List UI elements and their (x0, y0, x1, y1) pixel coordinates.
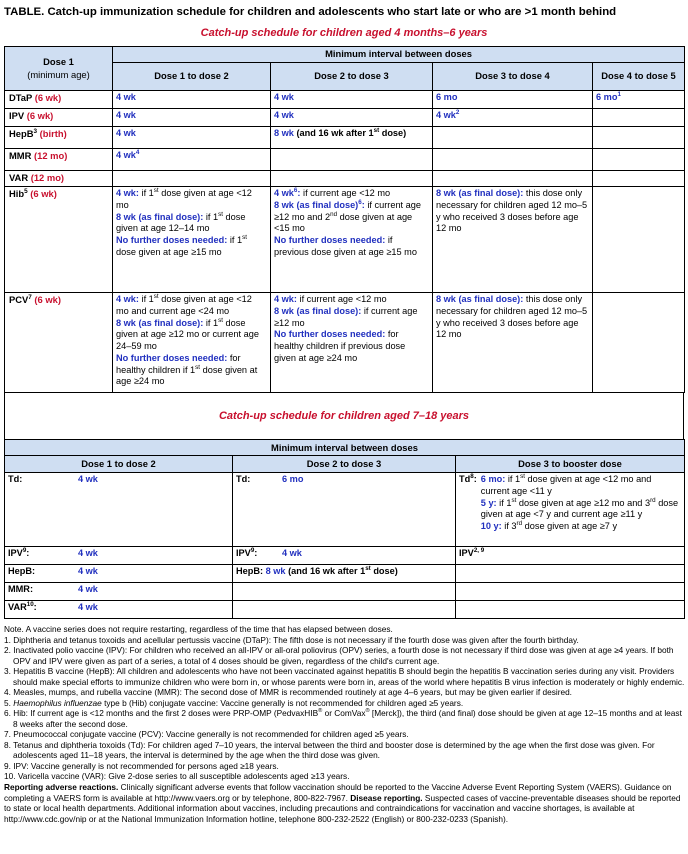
footnote-8: 8. Tetanus and diphtheria toxoids (Td): For children aged 7–10 years, the interval between the third and booster dose is determined by the age when the first dose was given. For adolescents aged 11–18 years, the interval is determined by the age when the third dose was given. (4, 739, 655, 761)
t2-row-mmr (5, 583, 685, 601)
t1-header-row-1 (5, 47, 685, 63)
vaccine-row-pcv (5, 293, 685, 393)
dtap-dose4-5-cell: 6 $mo^1$ (593, 91, 685, 109)
hepb2-dose2-3-cell: HepB: 8 wk (and 16 wk after 1st dose) (233, 565, 456, 583)
var-dose2-3-cell (271, 171, 433, 187)
vaccine-row-ipv (5, 109, 685, 127)
t2-row-ipv (5, 547, 685, 565)
interval-value: 6 mo (282, 474, 304, 485)
t2-col-header-dose3-to-booster: Dose 3 to booster dose (456, 456, 685, 473)
pcv-dose2-3-cell: 4 wk: if current age <12 mo 8 wk (as final dose): if current age ≥12 mo No further doses needed: for healthy children if previous dose given at age ≥24 mo (271, 293, 433, 393)
hepb-dose4-5-cell (593, 127, 685, 149)
reporting-paragraph: Reporting adverse reactions. Clinically significant adverse events that follow vaccination should be reported to the Vaccine Adverse Event Reporting System (VAERS). Guidance on completing a VAERS form is available at http://www.vaers.org or by telephone, 800-822-7967. Disease reporting. Suspected cases of vaccine-preventable diseases should be reported to state or local health departments. Additional information about vaccines, including precautions and contraindications for vaccination and vaccine shortages, is available at http://www.cdc.gov/nip or at the National Immunization Information hotline, telephone 800-232-2522 (English) or 800-232-0233 (Spanish). (4, 782, 681, 824)
col-header-dose3-to-dose4: Dose 3 to dose 4 (433, 63, 593, 91)
vaccine-row-hepb (5, 127, 685, 149)
footnote-7: 7. Pneumococcal conjugate vaccine (PCV): Vaccine generally is not recommended for children aged ≥5 years. (4, 729, 409, 740)
mmr-dose4-5-cell (593, 149, 685, 171)
row-label: Td$^8$: (459, 472, 477, 485)
var-dose3-4-cell (433, 171, 593, 187)
footnote-9: 9. IPV: Vaccine generally is not recommended for persons aged ≥18 years. (4, 760, 279, 771)
t2-col-header-dose1-to-dose2: Dose 1 to dose 2 (5, 456, 233, 473)
catchup-table-4mo-6yr (4, 46, 685, 393)
ipv-dose2-3-cell: 4 wk (271, 109, 433, 127)
col-header-dose2-to-dose3: Dose 2 to dose 3 (271, 63, 433, 91)
vaccine-row-dtap (5, 91, 685, 109)
pcv-name-cell: PCV$^7$ (6 wk) (5, 293, 113, 393)
hepb-dose1-2-cell: 4 wk (113, 127, 271, 149)
t2-col-header-dose2-to-dose3: Dose 2 to dose 3 (233, 456, 456, 473)
row-label: HepB: (8, 566, 36, 577)
hepb2-dose1-2-cell (5, 565, 233, 583)
interval-value: 4 wk (78, 548, 98, 559)
mmr-dose1-2-cell: 4 $wk^4$ (113, 149, 271, 171)
td-dose2-3-cell (233, 473, 456, 547)
interval-between-doses-header: Minimum interval between doses (113, 47, 685, 63)
col-header-dose1-to-dose2: Dose 1 to dose 2 (113, 63, 271, 91)
schedule-1-subtitle: Catch-up schedule for children aged 4 months–6 years (200, 27, 488, 39)
hib-name-cell: Hib$^5$ (6 wk) (5, 187, 113, 293)
ipv2-dose2-3-cell (233, 547, 456, 565)
footnote-6: 6. Hib: If current age is <12 months and the first 2 doses were PRP-OMP (PedvaxHIB® or ComVax® [Merck]), the third (and final) dose should be given at age 12–15 months and at least 8 weeks after the second dose. (4, 708, 682, 729)
footnote-10: 10. Varicella vaccine (VAR): Give 2-dose series to all susceptible adolescents aged ≥13 years. (4, 771, 350, 782)
mmr-name-cell: MMR (12 mo) (5, 149, 113, 171)
ipv2-dose1-2-cell (5, 547, 233, 565)
dtap-dose1-2-cell: 4 wk (113, 91, 271, 109)
booster-rules: 6 mo: if 1st dose given at age <12 mo and current age <11 y 5 y: if 1st dose given at age ≥12 mo and 3rd dose given at age <7 y and current age ≥11 y 10 y: if 3rd dose given at age ≥7 y (480, 472, 679, 532)
t2-row-td (5, 473, 685, 547)
var2-booster-cell (456, 601, 685, 619)
footnote-1: 1. Diphtheria and tetanus toxoids and acellular pertussis vaccine (DTaP): The fifth dose is not necessary if the fourth dose was given after the fourth birthday. (4, 634, 579, 645)
footnote-3: 3. Hepatitis B vaccine (HepB): All children and adolescents who have not been vaccinated against hepatitis B should begin the hepatitis B vaccination series during any visit. Providers should make special efforts to immunize children who were born in, or whose parents were born in, areas of the world where hepatitis B virus infection is moderately or highly endemic. (4, 666, 685, 687)
footnote-note: Note. A vaccine series does not require restarting, regardless of the time that has elapsed between doses. (4, 624, 393, 635)
pcv-dose3-4-cell: 8 wk (as final dose): this dose only necessary for children aged 12 mo–5 y who received 3 doses before age 12 mo (433, 293, 593, 393)
ipv-name-cell: IPV (6 wk) (5, 109, 113, 127)
col-header-dose4-to-dose5: Dose 4 to dose 5 (593, 63, 685, 91)
footnotes-section (4, 624, 688, 824)
row-label: IPV$^9$: (8, 546, 30, 559)
row-label: Td: (8, 474, 23, 485)
mmr-dose3-4-cell (433, 149, 593, 171)
hib-dose1-2-cell: 4 wk: if 1st dose given at age <12 mo 8 wk (as final dose): if 1st dose given at age 12–14 mo No further doses needed: if 1st dose given at age ≥15 mo (113, 187, 271, 293)
var2-dose1-2-cell (5, 601, 233, 619)
dtap-dose3-4-cell: 6 mo (433, 91, 593, 109)
schedule-2-subtitle-band (4, 393, 684, 439)
mmr2-dose1-2-cell (5, 583, 233, 601)
row-label: MMR: (8, 584, 34, 595)
vaccine-row-var (5, 171, 685, 187)
ipv-dose1-2-cell: 4 wk (113, 109, 271, 127)
interval-value: 4 wk (78, 566, 98, 577)
hepb-name-cell: HepB$^3$ (birth) (5, 127, 113, 149)
mmr2-dose2-3-cell (233, 583, 456, 601)
td-dose1-2-cell (5, 473, 233, 547)
var-name-cell: VAR (12 mo) (5, 171, 113, 187)
dose1-minage-header-cell (5, 47, 113, 91)
dose1-header-label: Dose 1 (43, 56, 74, 68)
hepb-dose3-4-cell (433, 127, 593, 149)
pcv-dose4-5-cell (593, 293, 685, 393)
t2-interval-between-doses-header: Minimum interval between doses (5, 440, 685, 456)
mmr2-booster-cell (456, 583, 685, 601)
footnote-5: 5. Haemophilus influenzae type b (Hib) conjugate vaccine: Vaccine generally is not recommended for children aged ≥5 years. (4, 697, 464, 708)
booster-rule-block (459, 474, 681, 533)
t2-row-hepb (5, 565, 685, 583)
var2-dose2-3-cell (233, 601, 456, 619)
hib-dose3-4-cell: 8 wk (as final dose): this dose only necessary for children aged 12 mo–5 y who received 3 doses before age 12 mo (433, 187, 593, 293)
catchup-table-7-18yr (4, 439, 685, 619)
ipv-dose4-5-cell (593, 109, 685, 127)
footnote-4: 4. Measles, mumps, and rubella vaccine (MMR): The second dose of MMR is recommended routinely at age 4–6 years, but may be given earlier if desired. (4, 687, 572, 698)
var-dose4-5-cell (593, 171, 685, 187)
page-title: TABLE. Catch-up immunization schedule for children and adolescents who start late or who are >1 month behind (4, 6, 617, 18)
interval-value: 4 wk (282, 548, 302, 559)
var-dose1-2-cell (113, 171, 271, 187)
ipv-dose3-4-cell: 4 $wk^2$ (433, 109, 593, 127)
t2-header-row-1 (5, 440, 685, 456)
vaccine-row-mmr (5, 149, 685, 171)
hib-dose2-3-cell: 4 $wk^6$: if current age <12 mo 8 wk (as final dose)$^6$: if current age ≥12 mo and 2nd dose given at age <15 mo No further doses needed: if previous dose given at age ≥15 mo (271, 187, 433, 293)
interval-value: 4 wk (78, 474, 98, 485)
dtap-dose2-3-cell: 4 wk (271, 91, 433, 109)
t2-row-var (5, 601, 685, 619)
t2-header-row-2 (5, 456, 685, 473)
footnote-2: 2. Inactivated polio vaccine (IPV): For children who received an all-IPV or all-oral poliovirus (OPV) series, a fourth dose is not necessary if third dose was given at age ≥4 years. If both OPV and IPV were given as part of a series, a total of 4 doses should be given, regardless of the child's current age. (4, 645, 674, 666)
dose1-minage-label: (minimum age) (27, 68, 90, 80)
hepb2-booster-cell (456, 565, 685, 583)
row-label: Td: (236, 474, 251, 485)
ipv2-booster-cell: IPV$^{2, 9}$ (456, 547, 685, 565)
mmr-dose2-3-cell (271, 149, 433, 171)
schedule-2-subtitle: Catch-up schedule for children aged 7–18 years (218, 410, 470, 423)
interval-value: 4 wk (78, 602, 98, 613)
td-booster-cell (456, 473, 685, 547)
dtap-name-cell: DTaP (6 wk) (5, 91, 113, 109)
interval-value: 4 wk (78, 584, 98, 595)
hepb-dose2-3-cell: 8 wk (and 16 wk after 1st dose) (271, 127, 433, 149)
row-label: IPV$^9$: (236, 546, 258, 559)
pcv-dose1-2-cell: 4 wk: if 1st dose given at age <12 mo and current age <24 mo 8 wk (as final dose): if 1st dose given at age ≥12 mo or current age 24–59 mo No further doses needed: for healthy children if 1st dose given at age ≥24 mo (113, 293, 271, 393)
vaccine-row-hib (5, 187, 685, 293)
row-label: VAR$^{10}$: (8, 600, 37, 613)
hib-dose4-5-cell (593, 187, 685, 293)
